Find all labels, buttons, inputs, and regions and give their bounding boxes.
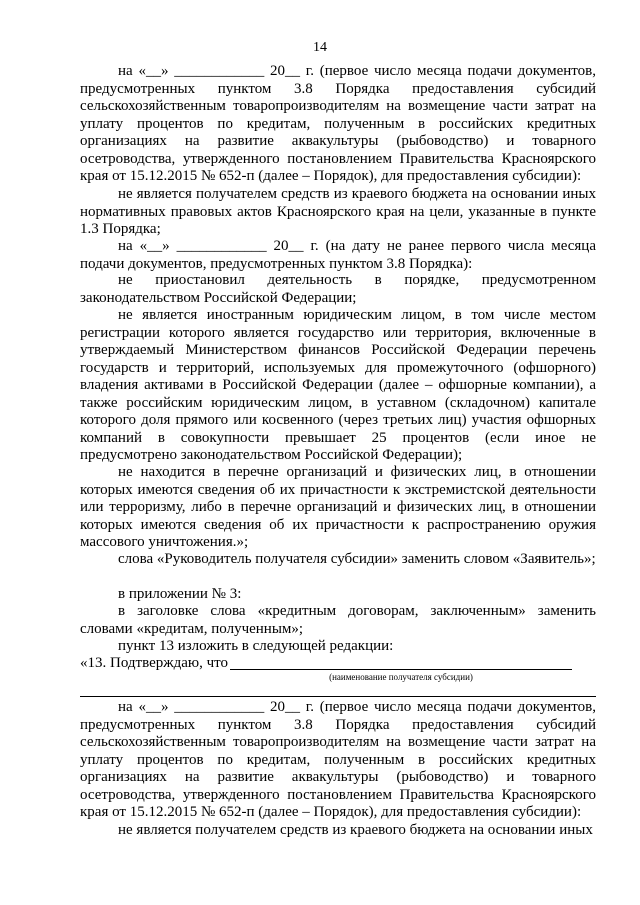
paragraph-not-recipient: не является получателем средств из краевого бюджета на основании иных нормативных правовых актов Красноярского края на цели, указанные в пункте 1.3 Порядка; — [80, 186, 596, 237]
full-width-line — [80, 696, 596, 697]
paragraph-date-first-month: на «__» ____________ 20__ г. (первое число месяца подачи документов, предусмотренных пунктом 3.8 Порядка предоставления субсидий сельскохозяйственным товаропроизводителям на возмещение части затрат на уплату процентов по кредитам, полученным в российских кредитных организациях на развитие аквакультуры (рыбоводство) и товарного осетроводства, утвержденного постановлением Правительства Красноярского края от 15.12.2015 № 652-п (далее – Порядок), для предоставления субсидии): — [80, 63, 596, 184]
paragraph-heading-change: в заголовке слова «кредитным договорам, заключенным» заменить словами «кредитам, полученным»; — [80, 603, 596, 637]
paragraph-not-extremist-list: не находится в перечне организаций и физических лиц, в отношении которых имеются сведения об их причастности к экстремистской деятельности или терроризму, либо в перечне организаций и физических лиц, в отношении которых имеются сведения об их причастности к распространению оружия массового уничтожения.»; — [80, 464, 596, 550]
paragraph-not-recipient-repeat: не является получателем средств из краевого бюджета на основании иных — [118, 822, 593, 838]
paragraph-confirm: «13. Подтверждаю, что — [80, 655, 229, 671]
paragraph-item-13: пункт 13 изложить в следующей редакции: — [118, 638, 394, 654]
recipient-name-caption: (наименование получателя субсидии) — [329, 672, 473, 682]
paragraph-replace-words: слова «Руководитель получателя субсидии» заменить словом «Заявитель»; — [118, 551, 596, 567]
paragraph-not-suspended: не приостановил деятельность в порядке, предусмотренном законодательством Российской Федерации; — [80, 272, 596, 306]
recipient-name-line — [230, 669, 572, 670]
paragraph-appendix-3: в приложении № 3: — [118, 586, 242, 602]
page-number: 14 — [313, 40, 327, 55]
paragraph-date-not-earlier: на «__» ____________ 20__ г. (на дату не ранее первого числа месяца подачи документов, предусмотренных пунктом 3.8 Порядка): — [80, 238, 596, 272]
paragraph-not-foreign-entity: не является иностранным юридическим лицом, в том числе местом регистрации которого является государство или территория, включенные в утверждаемый Министерством финансов Российской Федерации перечень государств и территорий, используемых для промежуточного (офшорного) владения активами в Российской Федерации (далее – офшорные компании), а также российским юридическим лицом, в уставном (складочном) капитале которого доля прямого или косвенного (через третьих лиц) участия офшорных компаний в совокупности превышает 25 процентов (если иное не предусмотрено законодательством Российской Федерации); — [80, 307, 596, 463]
paragraph-date-first-month-repeat: на «__» ____________ 20__ г. (первое число месяца подачи документов, предусмотренных пунктом 3.8 Порядка предоставления субсидий сельскохозяйственным товаропроизводителям на возмещение части затрат на уплату процентов по кредитам, полученным в российских кредитных организациях на развитие аквакультуры (рыбоводство) и товарного осетроводства, утвержденного постановлением Правительства Красноярского края от 15.12.2015 № 652-п (далее – Порядок), для предоставления субсидии): — [80, 699, 596, 820]
